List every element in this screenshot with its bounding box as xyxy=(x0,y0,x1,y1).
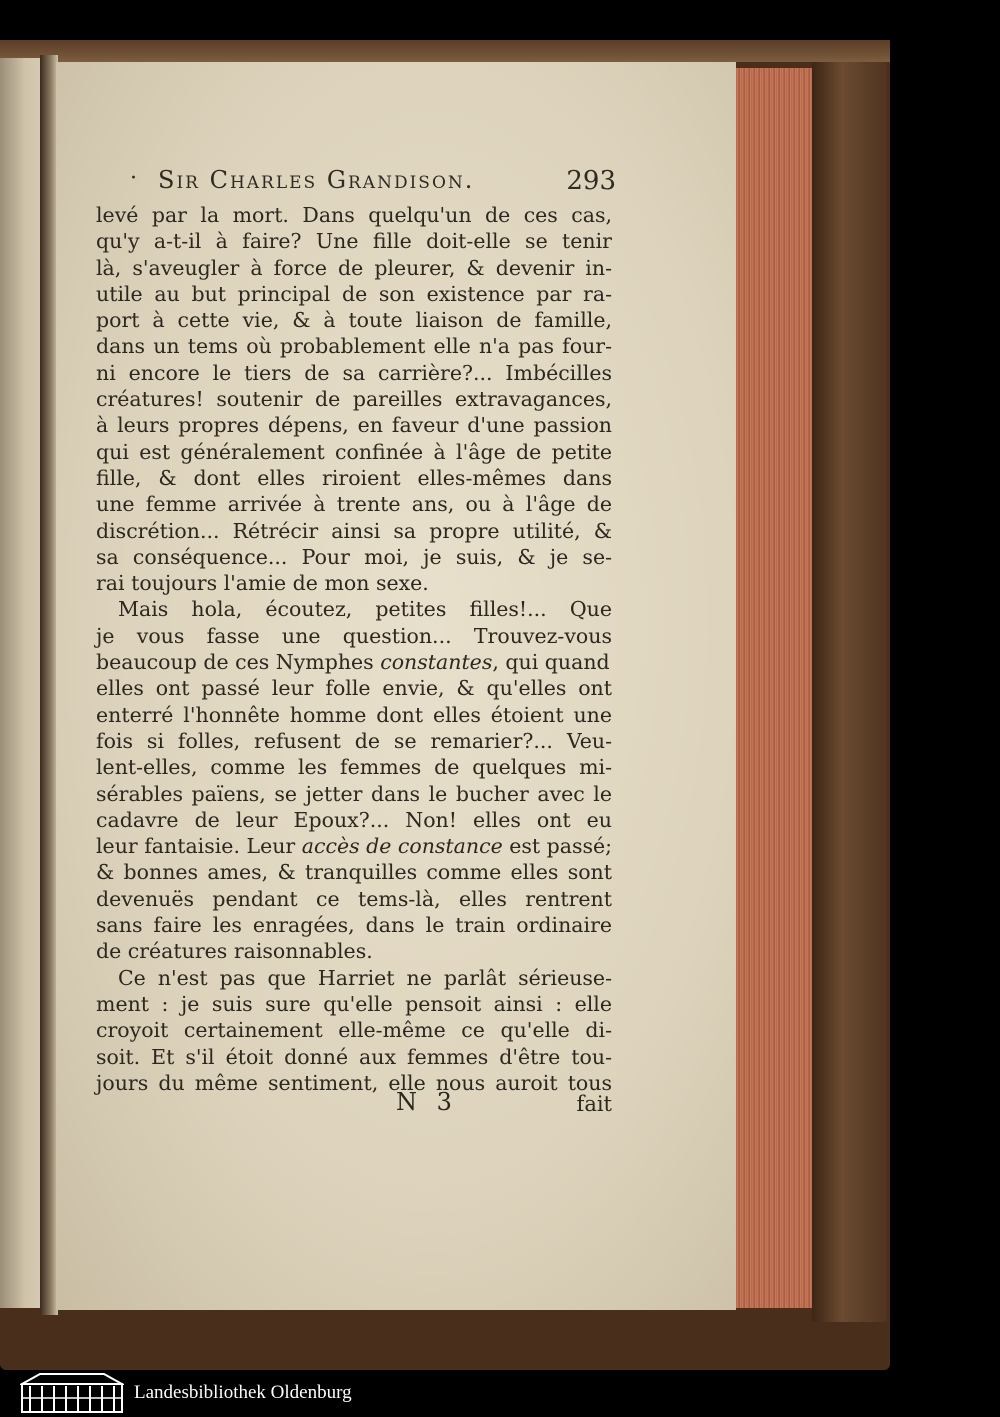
header-ornament: · xyxy=(130,166,137,191)
text-line: qui est généralement confinée à l'âge de petite xyxy=(96,439,612,464)
text-line: utile au but principal de son existence par ra- xyxy=(96,281,612,306)
text-line: là, s'aveugler à force de pleurer, & devenir in- xyxy=(96,255,612,280)
text-line: Mais hola, écoutez, petites filles!... Que xyxy=(118,597,612,622)
body-text xyxy=(96,202,612,1096)
text-segment: , qui quand xyxy=(492,650,610,675)
text-segment: est passé; xyxy=(502,834,613,859)
text-line: sans faire les enragées, dans le train ordinaire xyxy=(96,913,612,938)
text-line: sérables païens, se jetter dans le bucher avec le xyxy=(96,781,612,806)
text-line: Ce n'est pas que Harriet ne parlât sérieuse- xyxy=(118,965,612,990)
text-line: qu'y a-t-il à faire? Une fille doit-elle se tenir xyxy=(96,229,612,254)
text-line: port à cette vie, & à toute liaison de famille, xyxy=(96,308,612,333)
text-line: croyoit certainement elle-même ce qu'elle di- xyxy=(96,1018,612,1043)
text-line: levé par la mort. Dans quelqu'un de ces cas, xyxy=(96,203,612,227)
page-footer xyxy=(96,1088,612,1122)
text-line: lent-elles, comme les femmes de quelques mi- xyxy=(96,755,612,780)
signature-mark: N 3 xyxy=(396,1088,458,1116)
text-line-mixed xyxy=(96,833,612,859)
page-number: 293 xyxy=(566,166,616,196)
text-line: à leurs propres dépens, en faveur d'une passion xyxy=(96,413,612,438)
text-line: une femme arrivée à trente ans, ou à l'âge de xyxy=(96,492,612,517)
book-cover-top xyxy=(0,40,890,62)
running-header xyxy=(130,166,616,200)
text-line: enterré l'honnête homme dont elles étoient une xyxy=(96,702,612,727)
book-cover-right xyxy=(812,62,887,1322)
text-line: elles ont passé leur folle envie, & qu'elles ont xyxy=(96,676,612,701)
text-line: discrétion... Rétrécir ainsi sa propre utilité, & xyxy=(96,518,612,543)
text-line: & bonnes ames, & tranquilles comme elles sont xyxy=(96,860,612,885)
library-building-icon xyxy=(20,1372,124,1414)
text-line: fois si folles, refusent de se remarier?... Veu- xyxy=(96,728,612,753)
library-name: Landesbibliothek Oldenburg xyxy=(134,1382,352,1403)
text-line: dans un tems où probablement elle n'a pas four- xyxy=(96,334,612,359)
text-line: ni encore le tiers de sa carrière?... Imbécilles xyxy=(96,360,612,385)
text-line: sa conséquence... Pour moi, je suis, & je se- xyxy=(96,544,612,569)
text-line: jours du même sentiment, elle nous auroit tous xyxy=(96,1070,612,1095)
italic-term: accès de constance xyxy=(301,834,503,859)
text-line: ment : je suis sure qu'elle pensoit ainsi : elle xyxy=(96,991,612,1016)
text-line-mixed xyxy=(96,649,612,675)
text-line: je vous fasse une question... Trouvez-vous xyxy=(96,623,612,648)
left-page-edge xyxy=(0,58,42,1308)
catchword: fait xyxy=(576,1092,612,1116)
text-segment: leur fantaisie. Leur xyxy=(96,834,296,859)
text-line: fille, & dont elles riroient elles-mêmes dans xyxy=(96,465,612,490)
running-title: Sir Charles Grandison. xyxy=(158,166,475,194)
italic-term: constantes xyxy=(380,650,493,675)
text-segment: beaucoup de ces Nymphes xyxy=(96,650,374,675)
text-line: soit. Et s'il étoit donné aux femmes d'être tou- xyxy=(96,1044,612,1069)
page-edges xyxy=(736,68,812,1308)
text-line: créatures! soutenir de pareilles extravagances, xyxy=(96,387,612,412)
text-line: devenuës pendant ce tems-là, elles rentrent xyxy=(96,886,612,911)
text-line: cadavre de leur Epoux?... Non! elles ont eu xyxy=(96,807,612,832)
text-line: rai toujours l'amie de mon sexe. xyxy=(96,571,429,596)
text-line: de créatures raisonnables. xyxy=(96,939,373,964)
